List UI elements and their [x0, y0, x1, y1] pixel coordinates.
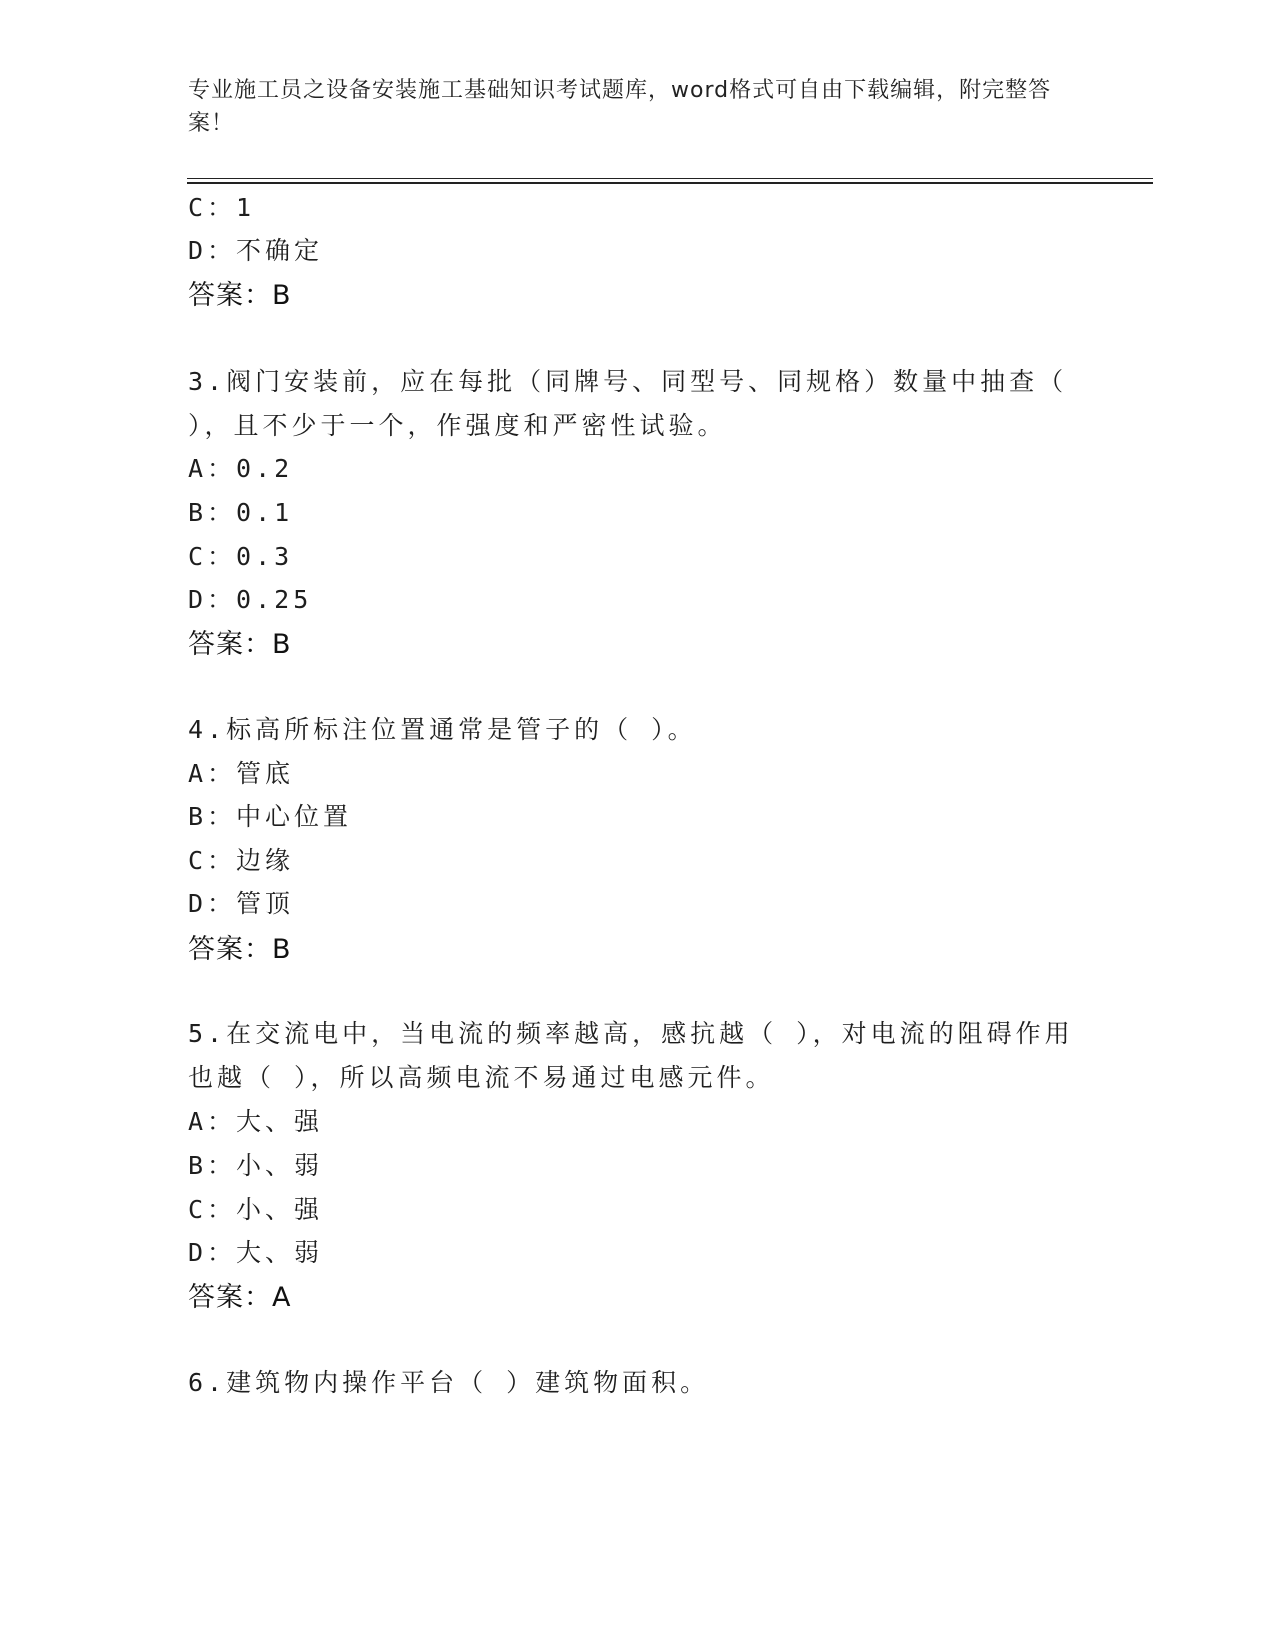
option-c: C：小、强	[188, 1195, 324, 1224]
header-divider-thick	[187, 182, 1153, 184]
question-stem: 6.建筑物内操作平台（ ）建筑物面积。	[188, 1368, 710, 1397]
question-stem: 3.阀门安装前，应在每批（同牌号、同型号、同规格）数量中抽查（	[188, 367, 1068, 396]
answer-line: 答案：B	[188, 280, 292, 311]
question-stem: ），且不少于一个，作强度和严密性试验。	[188, 411, 727, 440]
page-header: 专业施工员之设备安装施工基础知识考试题库，word格式可自由下载编辑，附完整答案！	[188, 78, 1052, 136]
option-d: D：不确定	[188, 236, 324, 265]
question-stem: 5.在交流电中，当电流的频率越高，感抗越（ ），对电流的阻碍作用	[188, 1019, 1074, 1048]
answer-line: 答案：B	[188, 629, 292, 660]
answer-line: 答案：B	[188, 934, 292, 965]
option-a: A：管底	[188, 759, 295, 788]
option-c: C：边缘	[188, 846, 295, 875]
option-d: D：大、弱	[188, 1238, 324, 1267]
option-a: A：大、强	[188, 1107, 324, 1136]
option-b: B：小、弱	[188, 1151, 324, 1180]
option-a: A：0.2	[188, 454, 294, 483]
option-d: D：管顶	[188, 889, 295, 918]
answer-line: 答案：A	[188, 1282, 292, 1313]
option-c: C：0.3	[188, 542, 294, 571]
option-d: D：0.25	[188, 585, 313, 614]
option-b: B：中心位置	[188, 802, 353, 831]
option-b: B：0.1	[188, 498, 294, 527]
option-c: C：1	[188, 193, 256, 222]
question-stem: 也越（ ），所以高频电流不易通过电感元件。	[188, 1063, 775, 1092]
question-stem: 4.标高所标注位置通常是管子的（ ）。	[188, 715, 697, 744]
header-divider-thin	[187, 178, 1153, 179]
